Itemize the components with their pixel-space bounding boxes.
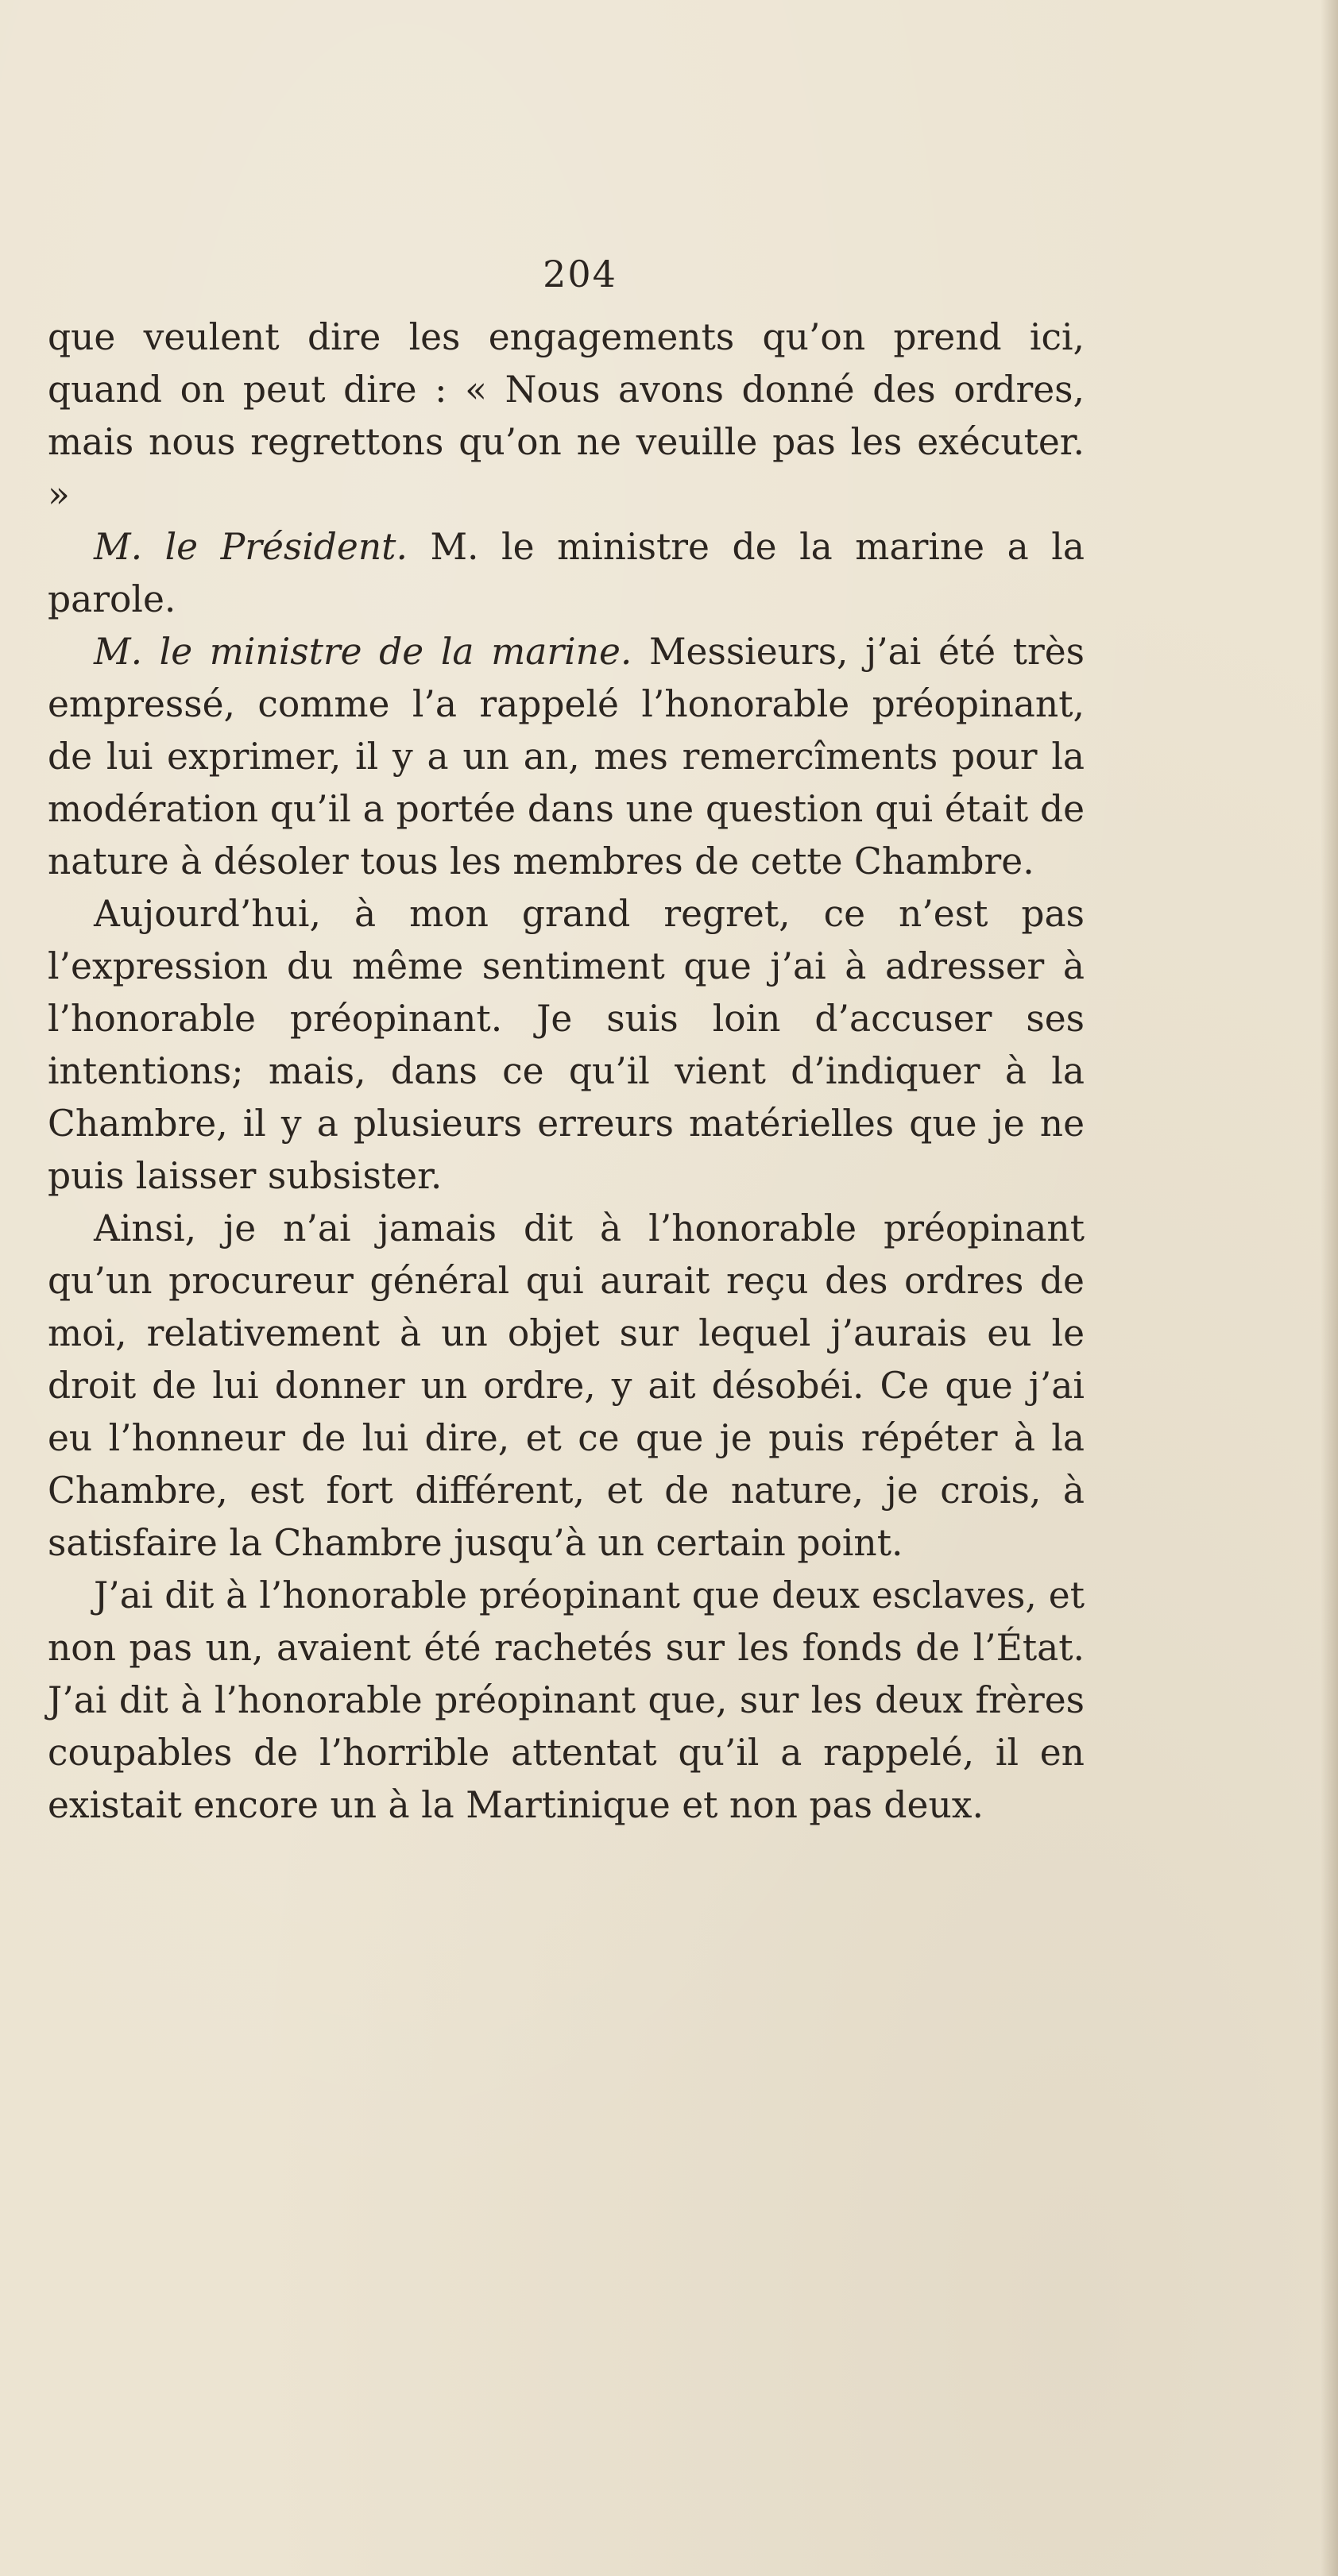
- speaker-label-minister: M. le ministre de la marine.: [94, 631, 632, 673]
- paragraph-5: [48, 1203, 1085, 1570]
- page-number: 204: [543, 253, 617, 295]
- paragraph-4-text: Aujourd’hui, à mon grand regret, ce n’est pas l’expression du même sentiment que j’ai à adresser à l’honorable préopinant. Je suis loin d’accuser ses intentions; mais, dans ce qu’il vient d’indiquer à la Chambre, il y a plusieurs erreurs matérielles que je ne puis laisser subsister.: [48, 893, 1085, 1197]
- paragraph-4: [48, 888, 1085, 1203]
- paragraph-1-text: que veulent dire les engagements qu’on prend ici, quand on peut dire : « Nous avons donné des ordres, mais nous regrettons qu’on ne veuille pas les exécuter. »: [48, 316, 1085, 516]
- page-edge-shadow: [1321, 0, 1338, 2576]
- page-body: [48, 311, 1085, 1832]
- paragraph-3: [48, 626, 1085, 888]
- paragraph-6: [48, 1570, 1085, 1832]
- paragraph-3-text: Messieurs, j’ai été très empressé, comme l’a rappelé l’honorable préopinant, de lui exprimer, il y a un an, mes remercîments pour la modération qu’il a portée dans une question qui était de nature à désoler tous les membres de cette Chambre.: [48, 631, 1085, 882]
- paragraph-6-text: J’ai dit à l’honorable préopinant que deux esclaves, et non pas un, avaient été rachetés sur les fonds de l’État. J’ai dit à l’honorable préopinant que, sur les deux frères coupables de l’horrible attentat qu’il a rappelé, il en existait encore un à la Martinique et non pas deux.: [48, 1574, 1085, 1826]
- paragraph-5-text: Ainsi, je n’ai jamais dit à l’honorable préopinant qu’un procureur général qui aurait reçu des ordres de moi, relativement à un objet sur lequel j’aurais eu le droit de lui donner un ordre, y ait désobéi. Ce que j’ai eu l’honneur de lui dire, et ce que je puis répéter à la Chambre, est fort différent, et de nature, je crois, à satisfaire la Chambre jusqu’à un certain point.: [48, 1207, 1085, 1564]
- paragraph-2-text: M. le ministre de la marine a la parole.: [48, 526, 1085, 620]
- paragraph-1: [48, 311, 1085, 521]
- paragraph-2: [48, 521, 1085, 626]
- speaker-label-president: M. le Président.: [94, 526, 408, 568]
